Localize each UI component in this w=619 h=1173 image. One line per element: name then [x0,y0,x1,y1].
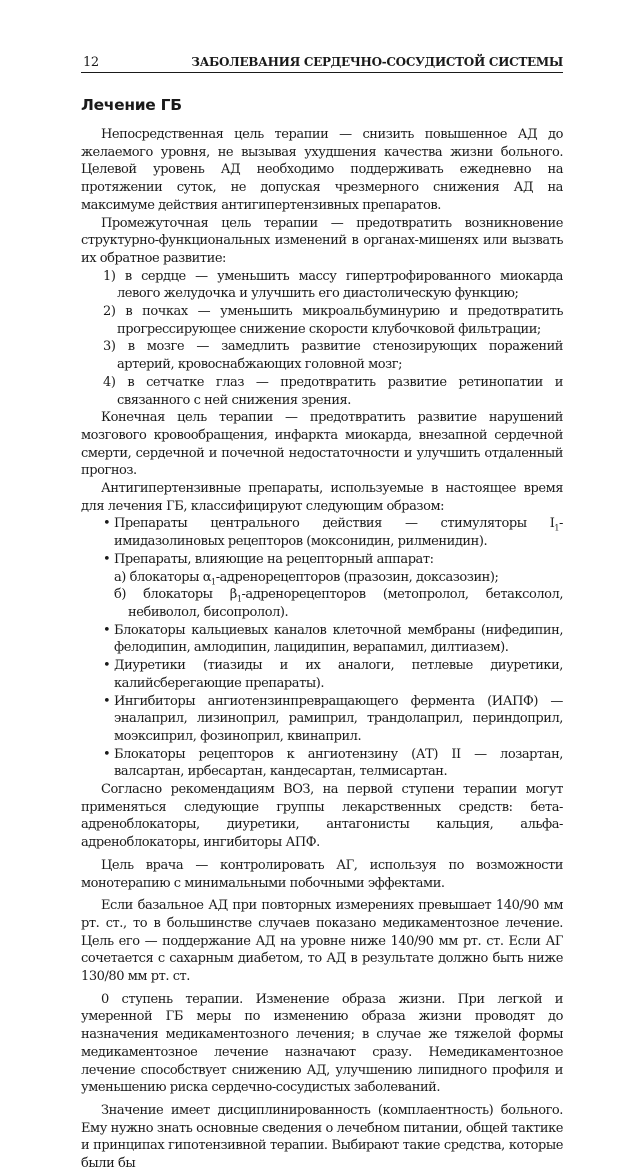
list-item: • Блокаторы рецепторов к ангиотензину (АТ) II — лозартан, валсартан, ирбесартан, кандесартан, телмисартан. [103,746,563,780]
running-header [81,52,563,73]
target-organs-list [81,268,563,410]
bullet-icon: • [103,746,111,762]
receptor-sublist [114,569,563,622]
paragraph-compliance: Значение имеет дисциплинированность (комплаентность) больного. Ему нужно знать основные сведения о лечебном питании, общей тактике и принципах гипотензивной терапии. Выбирают такие средства, которые были бы [81,1102,563,1172]
paragraph-who: Согласно рекомендациям ВОЗ, на первой ступени терапии могут применяться следующие группы лекарственных средств: бета-адреноблокаторы, диуретики, антагонисты кальция, альфа-адреноблокаторы, ингибиторы АПФ. [81,782,563,851]
bullet-icon: • [103,693,111,709]
section-heading: Лечение ГБ [81,96,182,114]
sublist-item: б) блокаторы $\beta_1$-адренорецепторов (метопролол, бетаксолол, небиволол, бисопролол). [114,587,563,620]
paragraph-immediate-goal: Непосредственная цель терапии — снизить повышенное АД до желаемого уровня, не вызывая ухудшения качества жизни больного. Целевой уровень АД необходимо поддерживать ежедневно на протяжении суток, не допуская чрезмерного снижения АД на максимуме действия антигипертензивных препаратов. [81,127,563,213]
bullet-icon: • [103,658,111,674]
list-item: 3) в мозге — замедлить развитие стенозирующих поражений артерий, кровоснабжающих головной мозг; [103,339,563,373]
list-item: • Диуретики (тиазиды и их аналоги, петлевые диуретики, калийсберегающие препараты). [103,658,563,691]
list-item: • Ингибиторы ангиотензинпревращающего фермента (ИАПФ) — эналаприл, лизиноприл, рамиприл, трандолаприл, периндоприл, моэксиприл, фозиноприл, квинаприл. [103,693,563,744]
drug-classes-list [81,515,563,781]
paragraph-step-zero: 0 ступень терапии. Изменение образа жизни. При легкой и умеренной ГБ меры по изменению образа жизни проводят до назначения медикаментозного лечения; в случае же тяжелой формы медикаментозное лечение назначают сразу. Немедикаментозное лечение способствует снижению АД, улучшению липидного профиля и уменьшению риска сердечно-сосудистых заболеваний. [81,991,563,1096]
sublist-item: а) блокаторы $\alpha_1$-адренорецепторов (празозин, доксазозин); [114,569,499,587]
page-number: 12 [83,55,99,70]
list-item: • Блокаторы кальциевых каналов клеточной мембраны (нифедипин, фелодипин, амлодипин, лацидипин, верапамил, дилтиазем). [103,622,563,656]
list-item: • Препараты центрального действия — стимуляторы $I_1$-имидазолиновых рецепторов (моксонидин, рилменидин). [103,516,563,550]
list-item: 2) в почках — уменьшить микроальбуминурию и предотвратить прогрессирующее снижение скорости клубочковой фильтрации; [103,304,563,337]
bullet-icon: • [103,516,111,532]
paragraph-basal-bp: Если базальное АД при повторных измерениях превышает 140/90 мм рт. ст., то в большинстве случаев показано медикаментозное лечение. Цель его — поддержание АД на уровне ниже 140/90 мм рт. ст. Если АГ сочетается с сахарным диабетом, то АД в результате должно быть ниже 130/80 мм рт. ст. [81,898,563,985]
paragraph-doctor-goal: Цель врача — контролировать АГ, используя по возможности монотерапию с минимальными побочными эффектами. [81,857,563,891]
running-title: ЗАБОЛЕВАНИЯ СЕРДЕЧНО-СОСУДИСТОЙ СИСТЕМЫ [191,55,563,69]
list-item: 4) в сетчатке глаз — предотвратить развитие ретинопатии и связанного с ней снижения зрения. [103,374,563,408]
list-item: • Препараты, влияющие на рецепторный аппарат: а) блокаторы $\alpha_1$-адренорецепторов (празозин, доксазозин); б) блокаторы $\beta_1$-адренорецепторов (метопролол, бетаксолол, небиволол, бисопролол). [103,551,563,620]
paragraph-final-goal: Конечная цель терапии — предотвратить развитие нарушений мозгового кровообращения, инфаркта миокарда, внезапной сердечной смерти, сердечной и почечной недостаточности и улучшить отдаленный прогноз. [81,410,563,479]
paragraph-intermediate-goal: Промежуточная цель терапии — предотвратить возникновение структурно-функциональных изменений в органах-мишенях или вызвать их обратное развитие: [81,215,563,266]
bullet-icon: • [103,551,111,567]
paragraph-classification: Антигипертензивные препараты, используемые в настоящее время для лечения ГБ, классифицируют следующим образом: [81,481,563,514]
bullet-icon: • [103,622,111,638]
list-item: 1) в сердце — уменьшить массу гипертрофированного миокарда левого желудочка и улучшить его диастолическую функцию; [103,268,563,302]
book-page [81,52,563,1172]
